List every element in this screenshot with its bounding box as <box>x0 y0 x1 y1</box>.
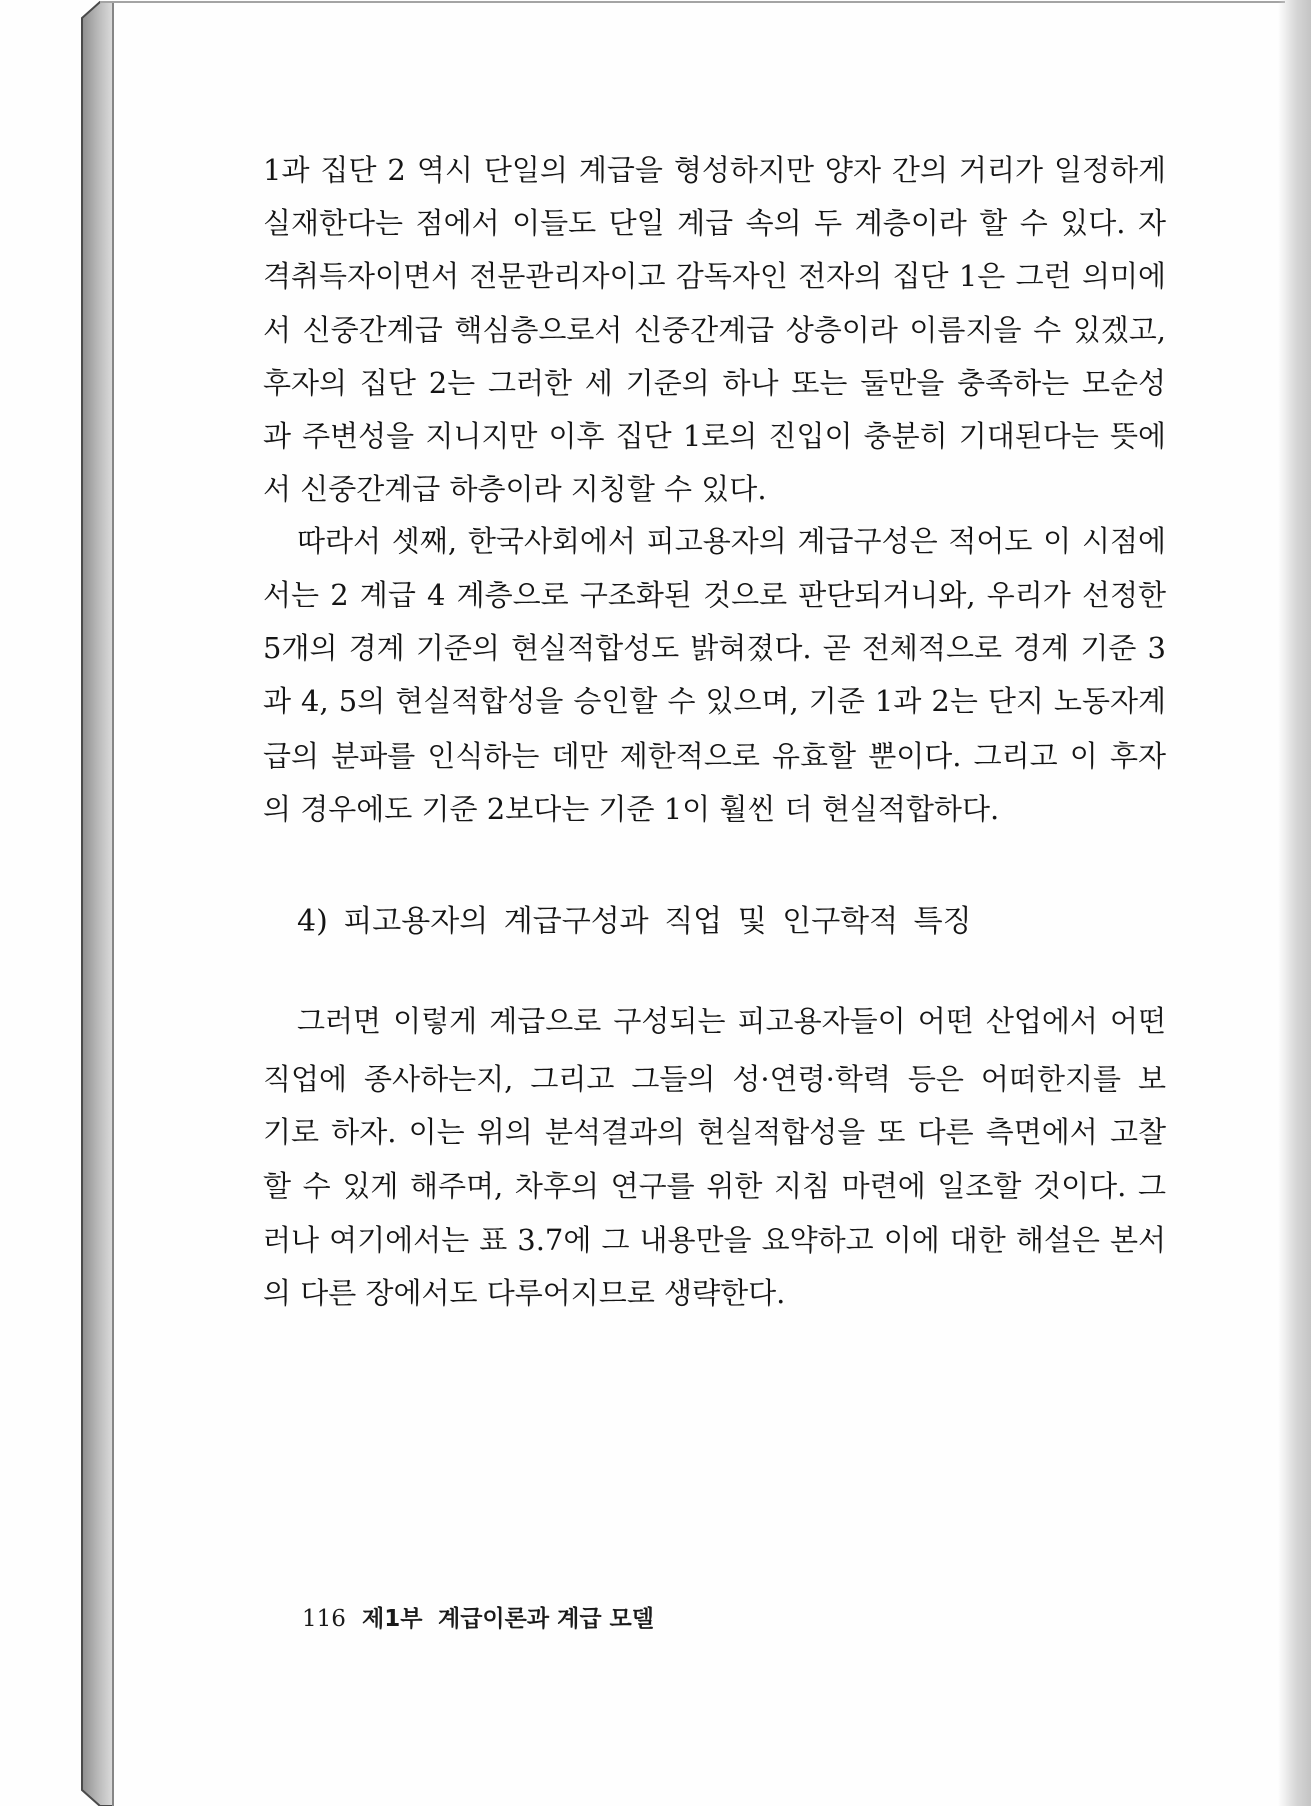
running-footer <box>302 1600 654 1638</box>
page-right-shadow <box>1278 0 1311 1806</box>
text-line: 할 수 있게 해주며, 차후의 연구를 위한 지침 마련에 일조할 것이다. 그 <box>263 1169 1166 1203</box>
book-edge <box>0 0 130 1806</box>
footer-book-section-title: 계급이론과 계급 모델 <box>438 1606 654 1632</box>
text-line: 서 신중간계급 하층이라 지칭할 수 있다. <box>263 472 767 506</box>
text-line: 1과 집단 2 역시 단일의 계급을 형성하지만 양자 간의 거리가 일정하게 <box>263 153 1166 187</box>
text-line: 의 경우에도 기준 2보다는 기준 1이 훨씬 더 현실적합하다. <box>263 792 1000 826</box>
page-top-edge <box>100 1 1285 3</box>
text-line: 후자의 집단 2는 그러한 세 기준의 하나 또는 둘만을 충족하는 모순성 <box>263 366 1166 400</box>
page-number: 116 <box>302 1606 346 1632</box>
text-line: 따라서 셋째, 한국사회에서 피고용자의 계급구성은 적어도 이 시점에 <box>297 524 1166 558</box>
text-line: 의 다른 장에서도 다루어지므로 생략한다. <box>263 1276 786 1310</box>
text-line: 기로 하자. 이는 위의 분석결과의 현실적합성을 또 다른 측면에서 고찰 <box>263 1115 1166 1149</box>
text-line: 서 신중간계급 핵심층으로서 신중간계급 상층이라 이름지을 수 있겠고, <box>263 313 1166 347</box>
text-line: 과 주변성을 지니지만 이후 집단 1로의 진입이 충분히 기대된다는 뜻에 <box>263 419 1166 453</box>
text-line: 과 4, 5의 현실적합성을 승인할 수 있으며, 기준 1과 2는 단지 노동자계 <box>263 684 1166 718</box>
text-line: 직업에 종사하는지, 그리고 그들의 성·연령·학력 등은 어떠한지를 보 <box>263 1062 1166 1096</box>
section-heading: 4) 피고용자의 계급구성과 직업 및 인구학적 특징 <box>297 904 972 939</box>
text-line: 그러면 이렇게 계급으로 구성되는 피고용자들이 어떤 산업에서 어떤 <box>297 1004 1166 1038</box>
text-line: 실재한다는 점에서 이들도 단일 계급 속의 두 계층이라 할 수 있다. 자 <box>263 206 1166 240</box>
text-line: 서는 2 계급 4 계층으로 구조화된 것으로 판단되거니와, 우리가 선정한 <box>263 578 1166 612</box>
text-line: 격취득자이면서 전문관리자이고 감독자인 전자의 집단 1은 그런 의미에 <box>263 259 1166 293</box>
text-line: 급의 분파를 인식하는 데만 제한적으로 유효할 뿐이다. 그리고 이 후자 <box>263 739 1166 773</box>
text-line: 5개의 경계 기준의 현실적합성도 밝혀졌다. 곧 전체적으로 경계 기준 3 <box>263 631 1166 665</box>
text-line: 러나 여기에서는 표 3.7에 그 내용만을 요약하고 이에 대한 해설은 본서 <box>263 1223 1166 1257</box>
footer-part-label: 제1부 <box>362 1606 423 1632</box>
